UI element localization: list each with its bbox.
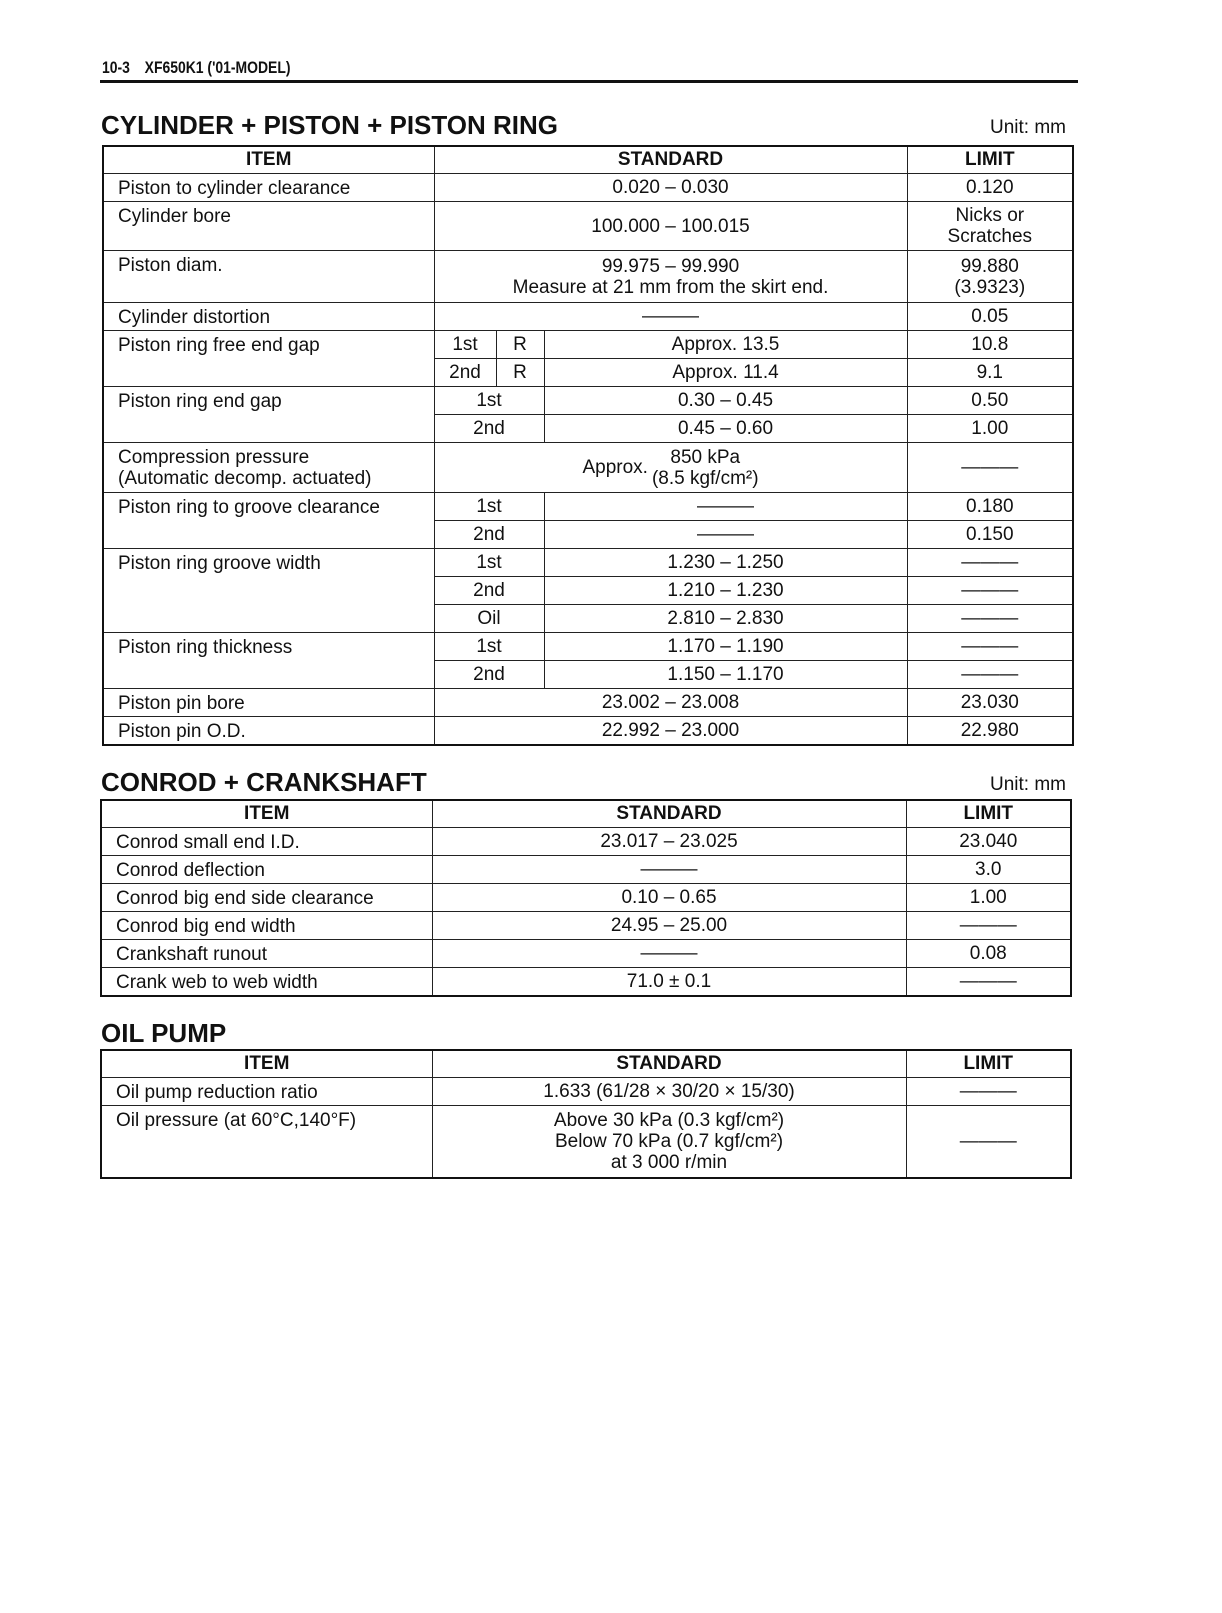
limit-cell: ———	[907, 633, 1073, 661]
limit-cell: 22.980	[907, 717, 1073, 745]
standard-cell: 1.633 (61/28 × 30/20 × 15/30)	[432, 1078, 906, 1106]
standard-cell: Above 30 kPa (0.3 kgf/cm²) Below 70 kPa (0.7 kgf/cm²) at 3 000 r/min	[432, 1106, 906, 1178]
limit-cell: 0.120	[907, 174, 1073, 202]
limit-cell: 0.150	[907, 521, 1073, 549]
ring-cell: 2nd	[434, 415, 544, 443]
standard-cell: 23.002 – 23.008	[434, 689, 907, 717]
standard-cell: 100.000 – 100.015	[434, 202, 907, 251]
standard-cell: 22.992 – 23.000	[434, 717, 907, 745]
table-row	[101, 968, 1071, 996]
limit-cell: 9.1	[907, 359, 1073, 387]
item-cell: Piston ring thickness	[103, 633, 434, 689]
limit-cell: ———	[907, 549, 1073, 577]
limit-cell: ———	[906, 1078, 1071, 1106]
item-cell: Piston pin bore	[103, 689, 434, 717]
limit-cell: 0.08	[906, 940, 1071, 968]
table-row	[103, 493, 1073, 521]
section-title-oilpump: OIL PUMP	[101, 1018, 227, 1048]
ring-cell: Oil	[434, 605, 544, 633]
item-cell: Conrod big end width	[101, 912, 432, 940]
unit-label-cylinder: Unit: mm	[990, 117, 1066, 138]
standard-cell: 1.150 – 1.170	[544, 661, 907, 689]
limit-cell: ———	[907, 661, 1073, 689]
limit-cell: 10.8	[907, 331, 1073, 359]
standard-cell: 71.0 ± 0.1	[432, 968, 906, 996]
ring-cell: 2nd	[434, 359, 496, 387]
ring-cell: 1st	[434, 493, 544, 521]
limit-cell: ———	[906, 968, 1071, 996]
ring-cell: 2nd	[434, 521, 544, 549]
table-row	[103, 202, 1073, 251]
header-rule	[100, 80, 1078, 83]
ring-type-cell: R	[496, 331, 544, 359]
item-cell: Cylinder bore	[103, 202, 434, 251]
header-row	[103, 146, 1073, 174]
table-row	[103, 174, 1073, 202]
table-row	[103, 549, 1073, 577]
standard-cell: 1.170 – 1.190	[544, 633, 907, 661]
standard-cell: ———	[544, 521, 907, 549]
standard-value: 850 kPa (8.5 kgf/cm²)	[651, 446, 759, 489]
conrod-spec-table	[100, 799, 1072, 997]
limit-cell: 0.50	[907, 387, 1073, 415]
limit-cell: ———	[906, 912, 1071, 940]
standard-cell: Approx. 11.4	[544, 359, 907, 387]
table-row	[103, 331, 1073, 359]
item-cell: Piston ring to groove clearance	[103, 493, 434, 549]
header-row	[101, 1050, 1071, 1078]
limit-cell: 23.040	[906, 828, 1071, 856]
item-cell: Conrod small end I.D.	[101, 828, 432, 856]
standard-cell	[434, 443, 907, 493]
item-cell: Oil pressure (at 60°C,140°F)	[101, 1106, 432, 1178]
standard-cell: ———	[432, 940, 906, 968]
column-header-item: ITEM	[103, 146, 434, 174]
ring-cell: 2nd	[434, 661, 544, 689]
item-cell: Piston diam.	[103, 251, 434, 303]
item-cell: Piston pin O.D.	[103, 717, 434, 745]
column-header-item: ITEM	[101, 1050, 432, 1078]
table-row	[103, 303, 1073, 331]
column-header-standard: STANDARD	[432, 1050, 906, 1078]
table-row	[103, 443, 1073, 493]
standard-cell: 0.45 – 0.60	[544, 415, 907, 443]
standard-cell: 0.30 – 0.45	[544, 387, 907, 415]
item-cell: Piston to cylinder clearance	[103, 174, 434, 202]
item-cell: Crank web to web width	[101, 968, 432, 996]
table-row	[101, 912, 1071, 940]
table-row	[103, 387, 1073, 415]
table-row	[101, 1078, 1071, 1106]
ring-cell: 2nd	[434, 577, 544, 605]
column-header-limit: LIMIT	[907, 146, 1073, 174]
item-cell: Piston ring groove width	[103, 549, 434, 633]
item-cell: Cylinder distortion	[103, 303, 434, 331]
item-cell: Piston ring end gap	[103, 387, 434, 443]
item-cell: Compression pressure (Automatic decomp. actuated)	[103, 443, 434, 493]
standard-cell: 0.020 – 0.030	[434, 174, 907, 202]
column-header-standard: STANDARD	[432, 800, 906, 828]
standard-cell: Approx. 13.5	[544, 331, 907, 359]
item-cell: Conrod deflection	[101, 856, 432, 884]
running-header	[102, 58, 305, 78]
header-row	[101, 800, 1071, 828]
standard-cell: ———	[432, 856, 906, 884]
standard-cell: 23.017 – 23.025	[432, 828, 906, 856]
limit-cell: ———	[907, 605, 1073, 633]
limit-cell: 99.880 (3.9323)	[907, 251, 1073, 303]
standard-cell: 0.10 – 0.65	[432, 884, 906, 912]
column-header-limit: LIMIT	[906, 800, 1071, 828]
unit-label-conrod: Unit: mm	[990, 774, 1066, 795]
limit-cell: 1.00	[907, 415, 1073, 443]
column-header-standard: STANDARD	[434, 146, 907, 174]
table-row	[101, 856, 1071, 884]
standard-cell: 1.230 – 1.250	[544, 549, 907, 577]
oilpump-spec-table	[100, 1049, 1072, 1179]
limit-cell: ———	[907, 443, 1073, 493]
item-cell: Crankshaft runout	[101, 940, 432, 968]
limit-cell: ———	[907, 577, 1073, 605]
limit-cell: 1.00	[906, 884, 1071, 912]
table-row	[101, 940, 1071, 968]
standard-cell: ———	[434, 303, 907, 331]
limit-cell: 3.0	[906, 856, 1071, 884]
approx-label: Approx.	[582, 457, 648, 478]
ring-cell: 1st	[434, 387, 544, 415]
table-row	[103, 251, 1073, 303]
limit-cell: Nicks or Scratches	[907, 202, 1073, 251]
column-header-limit: LIMIT	[906, 1050, 1071, 1078]
ring-cell: 1st	[434, 633, 544, 661]
table-row	[103, 717, 1073, 745]
ring-type-cell: R	[496, 359, 544, 387]
limit-cell: 0.180	[907, 493, 1073, 521]
section-title-conrod: CONROD + CRANKSHAFT	[101, 767, 427, 797]
section-title-cylinder: CYLINDER + PISTON + PISTON RING	[101, 110, 559, 140]
limit-cell: 0.05	[907, 303, 1073, 331]
standard-cell: 1.210 – 1.230	[544, 577, 907, 605]
model-label: XF650K1 ('01-MODEL)	[144, 58, 291, 77]
table-row	[101, 828, 1071, 856]
column-header-item: ITEM	[101, 800, 432, 828]
limit-cell: ———	[906, 1106, 1071, 1178]
standard-cell: 24.95 – 25.00	[432, 912, 906, 940]
ring-cell: 1st	[434, 549, 544, 577]
table-row	[101, 884, 1071, 912]
table-row	[103, 633, 1073, 661]
limit-cell: 23.030	[907, 689, 1073, 717]
item-cell: Conrod big end side clearance	[101, 884, 432, 912]
standard-cell: 99.975 – 99.990 Measure at 21 mm from the skirt end.	[434, 251, 907, 303]
standard-cell: ———	[544, 493, 907, 521]
item-cell: Piston ring free end gap	[103, 331, 434, 387]
table-row	[101, 1106, 1071, 1178]
cylinder-spec-table	[102, 145, 1074, 746]
table-row	[103, 689, 1073, 717]
standard-cell: 2.810 – 2.830	[544, 605, 907, 633]
item-cell: Oil pump reduction ratio	[101, 1078, 432, 1106]
page-number: 10-3	[102, 58, 130, 77]
ring-cell: 1st	[434, 331, 496, 359]
